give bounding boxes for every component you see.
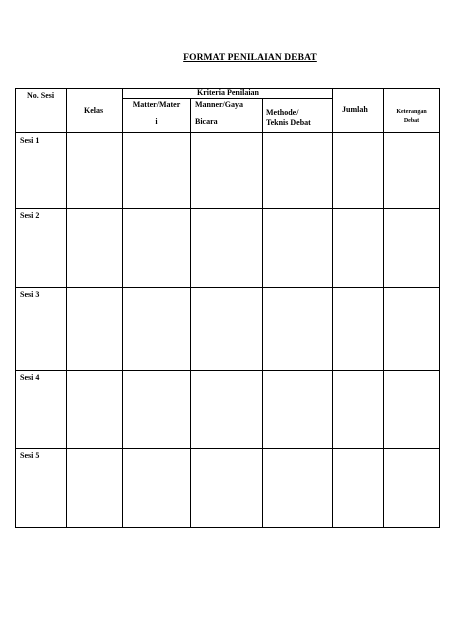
header-manner-line1: Manner/Gaya xyxy=(195,100,243,109)
col-line-jumlah xyxy=(332,88,333,528)
row-label-sesi-2: Sesi 2 xyxy=(20,211,40,220)
document-title: FORMAT PENILAIAN DEBAT xyxy=(183,53,317,63)
kriteria-divider xyxy=(123,98,333,99)
header-methode-line1: Methode/ xyxy=(266,108,299,117)
header-kelas: Kelas xyxy=(84,106,104,115)
row-label-sesi-1: Sesi 1 xyxy=(20,136,40,145)
table-border-left xyxy=(15,88,16,528)
header-matter-line1: Matter/Mater xyxy=(132,100,181,109)
header-kriteria-penilaian: Kriteria Penilaian xyxy=(197,88,259,97)
header-jumlah: Jumlah xyxy=(342,105,368,114)
header-no-sesi: No. Sesi xyxy=(27,91,55,100)
col-line-matter xyxy=(122,88,123,528)
header-keterangan-line2: Debat xyxy=(403,118,420,124)
row-line-1 xyxy=(15,208,440,209)
row-label-sesi-3: Sesi 3 xyxy=(20,290,40,299)
col-line-keterangan xyxy=(383,88,384,528)
table-border-right xyxy=(439,88,440,528)
header-methode-line2: Teknis Debat xyxy=(266,118,311,127)
table-border-bottom xyxy=(15,527,440,528)
header-manner-line2: Bicara xyxy=(195,117,218,126)
row-line-3 xyxy=(15,370,440,371)
header-matter-line2: i xyxy=(155,117,158,126)
row-line-4 xyxy=(15,448,440,449)
col-line-kelas xyxy=(66,88,67,528)
col-line-manner xyxy=(190,98,191,528)
col-line-methode xyxy=(262,98,263,528)
row-label-sesi-5: Sesi 5 xyxy=(20,451,40,460)
header-keterangan-line1: Keterangan xyxy=(396,109,427,115)
row-label-sesi-4: Sesi 4 xyxy=(20,373,40,382)
row-line-2 xyxy=(15,287,440,288)
header-bottom-line xyxy=(15,132,440,133)
